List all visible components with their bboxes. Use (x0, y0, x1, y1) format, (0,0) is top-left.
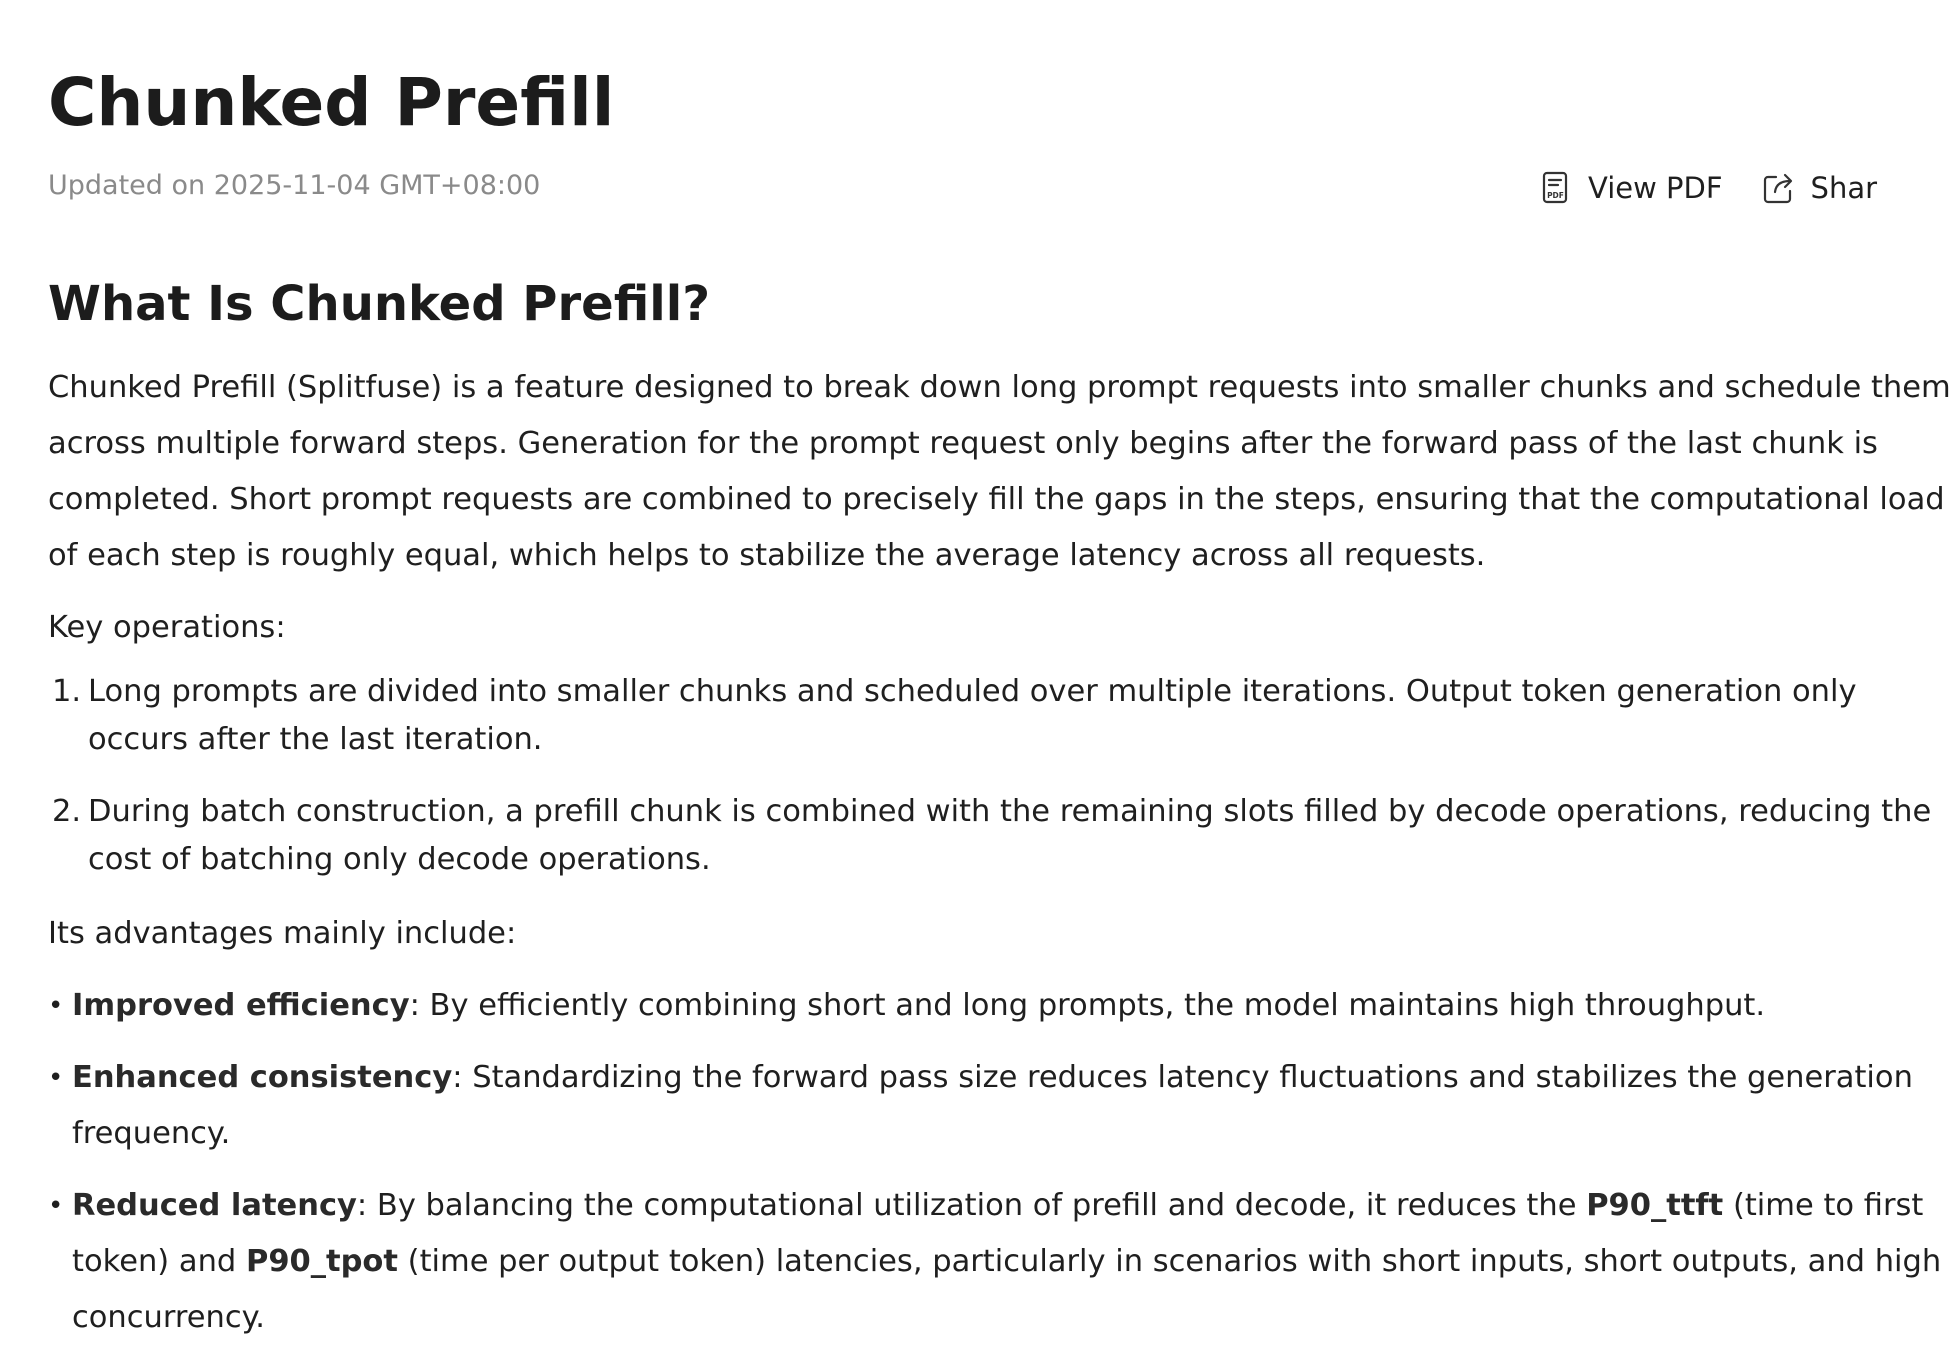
list-item-line: occurs after the last iteration. (88, 722, 543, 757)
bullet-icon: • (48, 1191, 64, 1221)
advantage-term: Reduced latency (72, 1188, 357, 1223)
list-item (48, 788, 1932, 884)
advantage-text: token) and (72, 1244, 246, 1279)
metric-term: P90_ttft (1586, 1188, 1724, 1223)
intro-line: across multiple forward steps. Generation for the prompt request only begins after the forward pass of the last chunk is (48, 426, 1878, 461)
pdf-icon (1538, 170, 1574, 206)
advantages-list (48, 978, 1942, 1346)
advantage-text: (time per output token) latencies, particularly in scenarios with short inputs, short outputs, and high (397, 1244, 1942, 1279)
metric-term: P90_tpot (245, 1244, 398, 1279)
intro-paragraph (48, 360, 1951, 584)
key-operations-list (48, 668, 1932, 884)
intro-line: completed. Short prompt requests are combined to precisely fill the gaps in the steps, ensuring that the computational load (48, 482, 1945, 517)
key-operations-label: Key operations: (48, 610, 286, 645)
advantage-text: (time to first (1723, 1188, 1924, 1223)
advantage-text: : By efficiently combining short and long prompts, the model maintains high throughput. (409, 988, 1766, 1023)
list-item-line (72, 978, 1854, 1034)
list-item-line (72, 1050, 1913, 1106)
list-item-line: Long prompts are divided into smaller chunks and scheduled over multiple iterations. Output token generation only (88, 674, 1857, 709)
advantage-text: : Standardizing the forward pass size reduces latency fluctuations and stabilizes the generation (452, 1060, 1913, 1095)
list-number: 1. (52, 674, 82, 709)
bullet-icon: • (48, 991, 64, 1021)
list-item-line (72, 1234, 1942, 1290)
section-heading: What Is Chunked Prefill? (48, 276, 711, 332)
view-pdf-button[interactable] (1538, 170, 1723, 206)
page-title: Chunked Prefill (48, 64, 615, 141)
share-icon (1761, 170, 1797, 206)
view-pdf-label: View PDF (1588, 171, 1723, 205)
advantage-text: : By balancing the computational utilization of prefill and decode, it reduces the (356, 1188, 1587, 1223)
advantages-label: Its advantages mainly include: (48, 916, 517, 951)
list-item-line: cost of batching only decode operations. (88, 842, 711, 877)
share-label: Shar (1810, 171, 1878, 205)
page-actions (1538, 166, 1877, 210)
section-content (48, 360, 1951, 1362)
updated-date: Updated on 2025-11-04 GMT+08:00 (48, 170, 541, 201)
list-item-line: concurrency. (72, 1300, 265, 1335)
list-item-line (72, 1178, 1924, 1234)
list-item (48, 1178, 1942, 1346)
list-item-line: During batch construction, a prefill chunk is combined with the remaining slots filled by decode operations, reducing the (88, 794, 1932, 829)
list-item (48, 668, 1857, 764)
list-number: 2. (52, 794, 82, 829)
list-item (48, 1050, 1913, 1162)
list-item (48, 978, 1854, 1034)
document-page (48, 0, 1951, 1340)
advantage-term: Enhanced consistency (72, 1060, 453, 1095)
bullet-icon: • (48, 1063, 64, 1093)
intro-line: of each step is roughly equal, which helps to stabilize the average latency across all requests. (48, 538, 1486, 573)
intro-line: Chunked Prefill (Splitfuse) is a feature designed to break down long prompt requests into smaller chunks and schedule them (48, 370, 1951, 405)
svg-text:PDF: PDF (1547, 191, 1564, 200)
share-button[interactable] (1761, 170, 1877, 206)
list-item-line: frequency. (72, 1116, 231, 1151)
advantage-term: Improved efficiency (72, 988, 410, 1023)
